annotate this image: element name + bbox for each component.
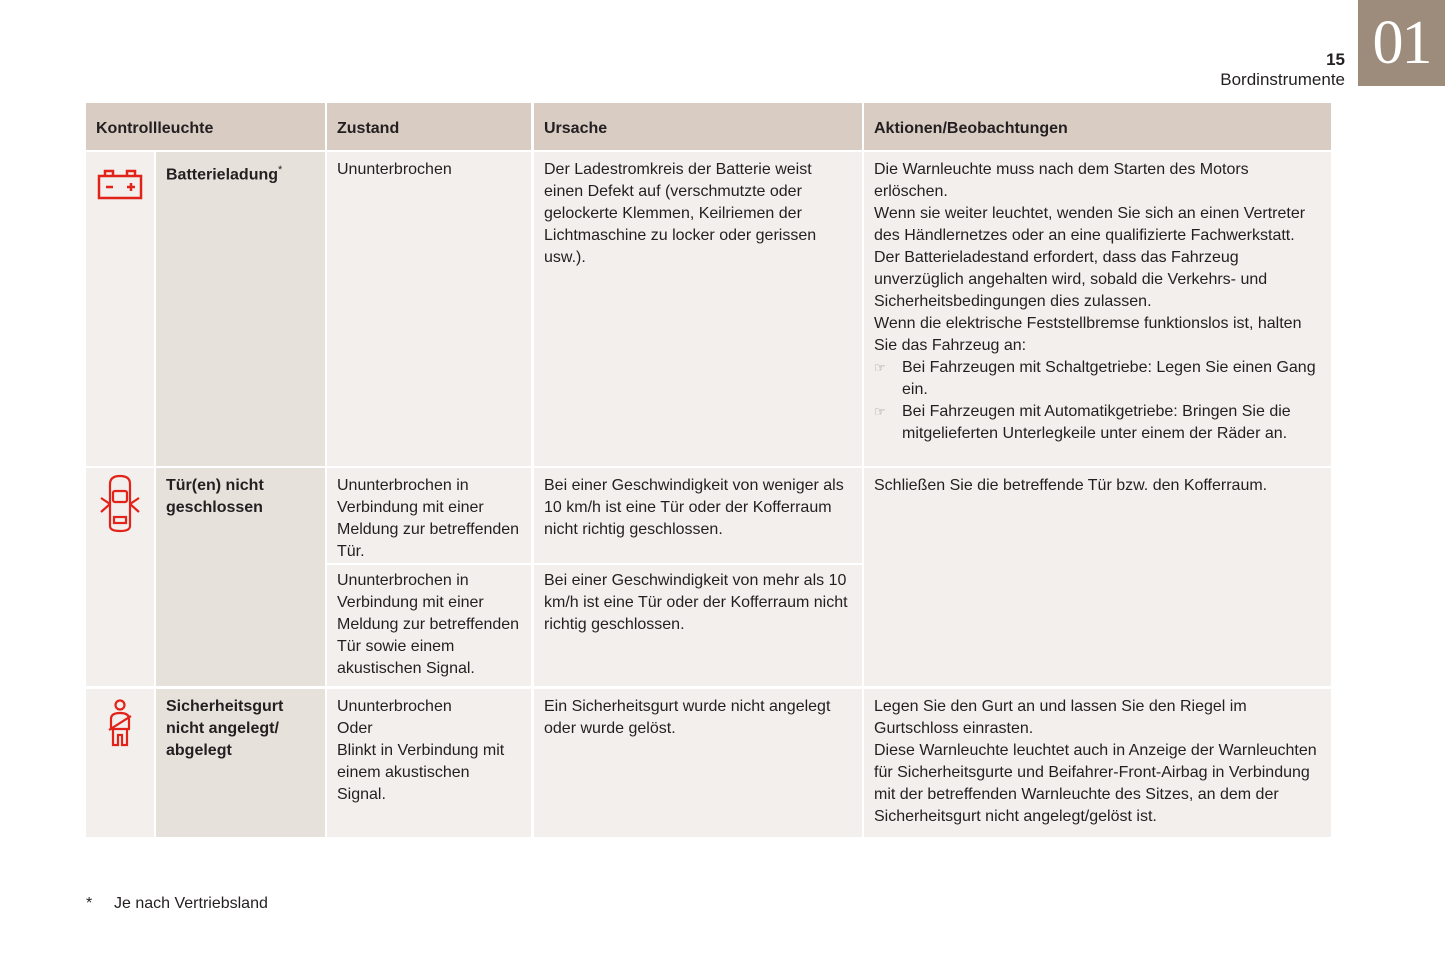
cause-cell: Der Ladestromkreis der Batterie weist einen Defekt auf (verschmutzte oder gelockerte Klemmen, Keilriemen der Lichtmaschine zu locker oder gerissen usw.). [534,152,862,466]
actions-cell [864,152,1331,466]
action-text: Wenn sie weiter leuchtet, wenden Sie sich an einen Vertreter des Händlernetzes oder an eine qualifizierte Fachwerkstatt. [874,205,1306,244]
action-text: Die Warnleuchte muss nach dem Starten des Motors erlöschen. [874,161,1249,200]
cause-cell: Ein Sicherheitsgurt wurde nicht angelegt oder wurde gelöst. [534,689,862,837]
chapter-tab: 01 [1358,0,1445,86]
action-text: Wenn die elektrische Feststellbremse funktionslos ist, halten Sie das Fahrzeug an: [874,315,1302,354]
footnote: * Je nach Vertriebsland [86,895,268,912]
action-text: Der Batterieladestand erfordert, dass das Fahrzeug unverzüglich angehalten wird, sobald die Verkehrs- und Sicherheitsbedingungen dies zulassen. [874,249,1268,310]
bullet-item: ☞ Bei Fahrzeugen mit Schaltgetriebe: Legen Sie einen Gang ein. [874,359,1316,398]
section-title: Bordinstrumente [1220,70,1345,89]
col-header-zustand: Zustand [327,103,531,150]
row-name: Batterieladung* [156,152,325,466]
pointing-hand-icon: ☞ [874,404,886,419]
door-open-icon [86,468,154,686]
battery-icon [86,152,154,466]
col-header-kontrollleuchte: Kontrollleuchte [86,103,325,150]
col-header-aktionen: Aktionen/Beobachtungen [864,103,1331,150]
col-header-ursache: Ursache [534,103,862,150]
cause-cell: Bei einer Geschwindigkeit von mehr als 10 km/h ist eine Tür oder der Kofferraum nicht richtig geschlossen. [534,565,862,686]
pointing-hand-icon: ☞ [874,360,886,375]
seatbelt-icon [86,689,154,837]
state-cell: Ununterbrochen [327,152,531,466]
row-name: Sicherheitsgurt nicht angelegt/ abgelegt [156,689,325,837]
actions-cell: Legen Sie den Gurt an und lassen Sie den Riegel im Gurtschloss einrasten. Diese Warnleuchte leuchtet auch in Anzeige der Warnleuchten für Sicherheitsgurte und Beifahrer-Front-Airbag in Verbindung mit der betreffenden Warnleuchte des Sitzes, an dem der Sicherheitsgurt nicht angelegt/gelöst ist. [864,689,1331,837]
bullet-item: ☞ Bei Fahrzeugen mit Automatikgetriebe: Bringen Sie die mitgelieferten Unterlegkeile unter einem der Räder an. [874,403,1291,442]
page-number: 15 [1326,50,1345,69]
cause-cell: Bei einer Geschwindigkeit von weniger als 10 km/h ist eine Tür oder der Kofferraum nicht richtig geschlossen. [534,468,862,563]
state-cell: Ununterbrochen in Verbindung mit einer Meldung zur betreffenden Tür. [327,468,531,563]
row-name: Tür(en) nicht geschlossen [156,468,325,686]
state-cell: Ununterbrochen Oder Blinkt in Verbindung mit einem akustischen Signal. [327,689,531,837]
actions-cell: Schließen Sie die betreffende Tür bzw. den Kofferraum. [864,468,1331,686]
state-cell: Ununterbrochen in Verbindung mit einer Meldung zur betreffenden Tür sowie einem akustischen Signal. [327,565,531,686]
